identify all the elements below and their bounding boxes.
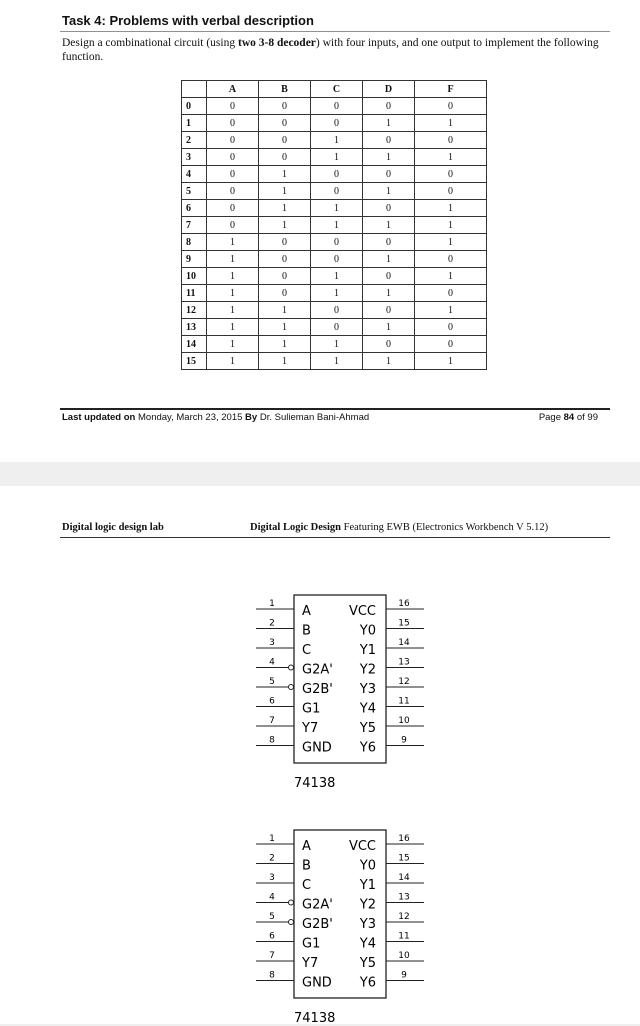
table-cell: 1 (207, 268, 259, 285)
table-row (182, 98, 487, 115)
table-cell: 0 (207, 149, 259, 166)
pin-label-right: Y1 (359, 878, 376, 893)
table-cell: 1 (259, 166, 311, 183)
pin-label-right: VCC (348, 604, 376, 619)
pin-number-right: 9 (401, 735, 407, 746)
pin-label-right: Y2 (359, 897, 376, 913)
table-row (182, 149, 487, 166)
column-header: A (207, 81, 259, 98)
document-page-85 (0, 486, 640, 1024)
pin-label-left: G1 (302, 701, 321, 717)
row-index-cell: 1 (182, 115, 207, 132)
table-cell: 0 (415, 319, 487, 336)
pin-number-left: 7 (269, 716, 275, 726)
table-cell: 1 (311, 285, 363, 302)
table-cell: 1 (259, 353, 311, 370)
pin-label-left: G2B' (302, 917, 333, 932)
table-cell: 1 (415, 234, 487, 251)
task-title: Task 4: Problems with verbal description (62, 13, 314, 28)
table-cell: 1 (415, 268, 487, 285)
table-cell: 1 (311, 149, 363, 166)
table-cell: 0 (363, 268, 415, 285)
task-description: Design a combinational circuit (using two 3-8 decoder) with four inputs, and one output to implement the following function. (62, 37, 599, 63)
table-cell: 0 (207, 115, 259, 132)
row-index-cell: 10 (182, 268, 207, 285)
table-cell: 0 (363, 98, 415, 115)
table-cell: 1 (259, 319, 311, 336)
table-cell: 1 (363, 183, 415, 200)
footer-updated: Last updated on Monday, March 23, 2015 By Dr. Sulieman Bani-Ahmad (62, 412, 370, 423)
row-index-cell: 8 (182, 234, 207, 251)
table-row (182, 285, 487, 302)
chip-body (294, 595, 386, 763)
chip-body (294, 830, 386, 998)
table-cell: 1 (415, 353, 487, 370)
table-row (182, 132, 487, 149)
table-cell: 1 (415, 200, 487, 217)
pin-number-left: 5 (269, 912, 275, 922)
table-cell: 0 (207, 166, 259, 183)
table-row (182, 336, 487, 353)
table-cell: 0 (207, 183, 259, 200)
pin-label-right: Y4 (359, 701, 376, 717)
inversion-bubble (289, 920, 294, 925)
table-cell: 0 (259, 98, 311, 115)
pin-label-left: GND (302, 740, 332, 756)
pin-number-right: 9 (401, 970, 407, 981)
row-index-cell: 7 (182, 217, 207, 234)
pin-number-left: 4 (269, 892, 275, 903)
header-right: Digital Logic Design Featuring EWB (Electronics Workbench V 5.12) (250, 522, 549, 533)
table-cell: 1 (207, 251, 259, 268)
table-row (182, 319, 487, 336)
pin-label-left: B (302, 858, 311, 874)
table-cell: 0 (311, 98, 363, 115)
column-header: B (259, 81, 311, 98)
pin-number-left: 1 (269, 599, 275, 609)
table-cell: 0 (259, 149, 311, 166)
table-cell: 0 (207, 132, 259, 149)
pin-number-left: 8 (269, 970, 275, 981)
pin-number-left: 3 (269, 638, 275, 648)
row-index-cell: 0 (182, 98, 207, 115)
row-index-cell: 4 (182, 166, 207, 183)
table-row (182, 115, 487, 132)
pin-label-right: Y1 (359, 643, 376, 658)
table-cell: 1 (207, 234, 259, 251)
row-index-cell: 15 (182, 353, 207, 370)
pin-number-right: 15 (398, 853, 410, 864)
pin-label-left: GND (302, 975, 332, 991)
table-cell: 0 (363, 200, 415, 217)
pin-number-right: 11 (398, 931, 410, 942)
pin-label-right: VCC (348, 839, 376, 854)
table-row (182, 234, 487, 251)
table-cell: 0 (311, 251, 363, 268)
footer-page-number: Page 84 of 99 (538, 412, 598, 423)
pin-label-right: Y5 (359, 956, 376, 971)
table-row (182, 353, 487, 370)
pin-label-left: Y7 (302, 956, 319, 971)
pin-label-right: Y3 (359, 682, 376, 697)
chip-part-number: 74138 (294, 776, 336, 791)
pin-number-right: 14 (398, 638, 410, 648)
pin-number-left: 1 (269, 834, 275, 844)
pin-number-right: 14 (398, 873, 410, 883)
pin-label-left: C (302, 878, 312, 893)
table-cell: 1 (259, 200, 311, 217)
table-cell: 0 (415, 285, 487, 302)
table-row (182, 166, 487, 183)
pin-label-right: Y5 (359, 721, 376, 736)
table-cell: 0 (311, 166, 363, 183)
table-cell: 1 (363, 319, 415, 336)
table-cell: 1 (311, 200, 363, 217)
pin-number-left: 6 (269, 931, 275, 942)
pin-number-right: 12 (398, 912, 410, 922)
footer-rule (60, 408, 610, 410)
pin-number-right: 16 (398, 834, 410, 844)
pin-label-left: A (302, 604, 311, 619)
inversion-bubble (289, 665, 294, 670)
title-rule (60, 31, 610, 32)
pin-number-right: 12 (398, 677, 410, 687)
table-cell: 0 (311, 319, 363, 336)
table-cell: 1 (363, 251, 415, 268)
row-index-cell: 3 (182, 149, 207, 166)
row-index-cell: 6 (182, 200, 207, 217)
pin-label-left: G1 (302, 936, 321, 952)
table-cell: 0 (207, 217, 259, 234)
table-cell: 1 (311, 353, 363, 370)
pin-label-left: G2A' (302, 897, 333, 913)
table-cell: 0 (207, 98, 259, 115)
table-cell: 0 (259, 285, 311, 302)
table-cell: 0 (363, 336, 415, 353)
pin-number-right: 10 (398, 951, 410, 961)
header-left: Digital logic design lab (62, 522, 164, 533)
table-cell: 1 (207, 319, 259, 336)
table-cell: 0 (415, 132, 487, 149)
table-cell: 0 (311, 302, 363, 319)
row-index-cell: 2 (182, 132, 207, 149)
table-cell: 1 (259, 183, 311, 200)
pin-label-left: C (302, 643, 312, 658)
pin-label-left: B (302, 623, 311, 639)
table-row (182, 200, 487, 217)
table-cell: 0 (259, 268, 311, 285)
pin-label-left: G2A' (302, 662, 333, 678)
row-index-cell: 5 (182, 183, 207, 200)
pin-number-left: 8 (269, 735, 275, 746)
pin-label-right: Y0 (359, 858, 376, 874)
pin-label-right: Y3 (359, 917, 376, 932)
table-row (182, 268, 487, 285)
pin-number-left: 3 (269, 873, 275, 883)
table-cell: 0 (259, 234, 311, 251)
table-cell: 0 (259, 132, 311, 149)
table-cell: 1 (363, 115, 415, 132)
pin-number-left: 4 (269, 657, 275, 668)
table-cell: 0 (415, 336, 487, 353)
table-cell: 0 (363, 302, 415, 319)
row-index-cell: 12 (182, 302, 207, 319)
table-cell: 1 (207, 285, 259, 302)
table-row (182, 217, 487, 234)
chip-74138-diagram-2 (0, 826, 640, 1026)
table-cell: 1 (259, 336, 311, 353)
table-cell: 1 (207, 336, 259, 353)
table-cell: 1 (311, 217, 363, 234)
table-cell: 1 (207, 302, 259, 319)
chip-74138-diagram-1 (0, 591, 640, 791)
table-cell: 1 (415, 149, 487, 166)
table-cell: 1 (207, 353, 259, 370)
pin-number-right: 15 (398, 618, 410, 629)
table-cell: 1 (363, 285, 415, 302)
table-cell: 0 (415, 166, 487, 183)
pin-label-right: Y6 (359, 740, 376, 756)
pin-label-right: Y6 (359, 975, 376, 991)
column-header: D (363, 81, 415, 98)
row-index-cell: 14 (182, 336, 207, 353)
column-header: F (415, 81, 487, 98)
table-cell: 0 (363, 234, 415, 251)
table-cell: 1 (363, 149, 415, 166)
row-index-cell: 11 (182, 285, 207, 302)
pin-number-left: 6 (269, 696, 275, 707)
pin-label-left: A (302, 839, 311, 854)
row-index-cell: 9 (182, 251, 207, 268)
pin-number-left: 7 (269, 951, 275, 961)
table-cell: 1 (363, 217, 415, 234)
table-cell: 0 (415, 183, 487, 200)
table-cell: 1 (311, 268, 363, 285)
table-cell: 0 (363, 132, 415, 149)
pin-number-left: 2 (269, 853, 275, 864)
pin-number-right: 13 (398, 657, 410, 668)
table-cell: 0 (415, 251, 487, 268)
row-index-cell: 13 (182, 319, 207, 336)
pin-label-left: Y7 (302, 721, 319, 736)
table-cell: 0 (259, 251, 311, 268)
document-page-84 (0, 0, 640, 462)
pin-label-left: G2B' (302, 682, 333, 697)
table-row (182, 183, 487, 200)
truth-table (181, 80, 487, 370)
pin-label-right: Y2 (359, 662, 376, 678)
column-header (182, 81, 207, 98)
pin-number-left: 2 (269, 618, 275, 629)
table-cell: 0 (311, 234, 363, 251)
pin-label-right: Y4 (359, 936, 376, 952)
table-cell: 1 (259, 302, 311, 319)
chip-part-number: 74138 (294, 1011, 336, 1026)
pin-number-right: 11 (398, 696, 410, 707)
pin-number-right: 13 (398, 892, 410, 903)
column-header: C (311, 81, 363, 98)
table-cell: 1 (311, 336, 363, 353)
table-cell: 0 (259, 115, 311, 132)
table-cell: 0 (207, 200, 259, 217)
pin-number-right: 16 (398, 599, 410, 609)
inversion-bubble (289, 900, 294, 905)
pin-number-right: 10 (398, 716, 410, 726)
pin-number-left: 5 (269, 677, 275, 687)
table-row (182, 251, 487, 268)
table-row (182, 302, 487, 319)
table-cell: 0 (415, 98, 487, 115)
table-cell: 1 (259, 217, 311, 234)
table-cell: 1 (415, 217, 487, 234)
table-cell: 0 (363, 166, 415, 183)
table-cell: 1 (415, 115, 487, 132)
pin-label-right: Y0 (359, 623, 376, 639)
table-cell: 0 (311, 115, 363, 132)
table-cell: 1 (415, 302, 487, 319)
inversion-bubble (289, 685, 294, 690)
table-cell: 0 (311, 183, 363, 200)
header-rule (60, 537, 610, 538)
table-cell: 1 (311, 132, 363, 149)
table-cell: 1 (363, 353, 415, 370)
